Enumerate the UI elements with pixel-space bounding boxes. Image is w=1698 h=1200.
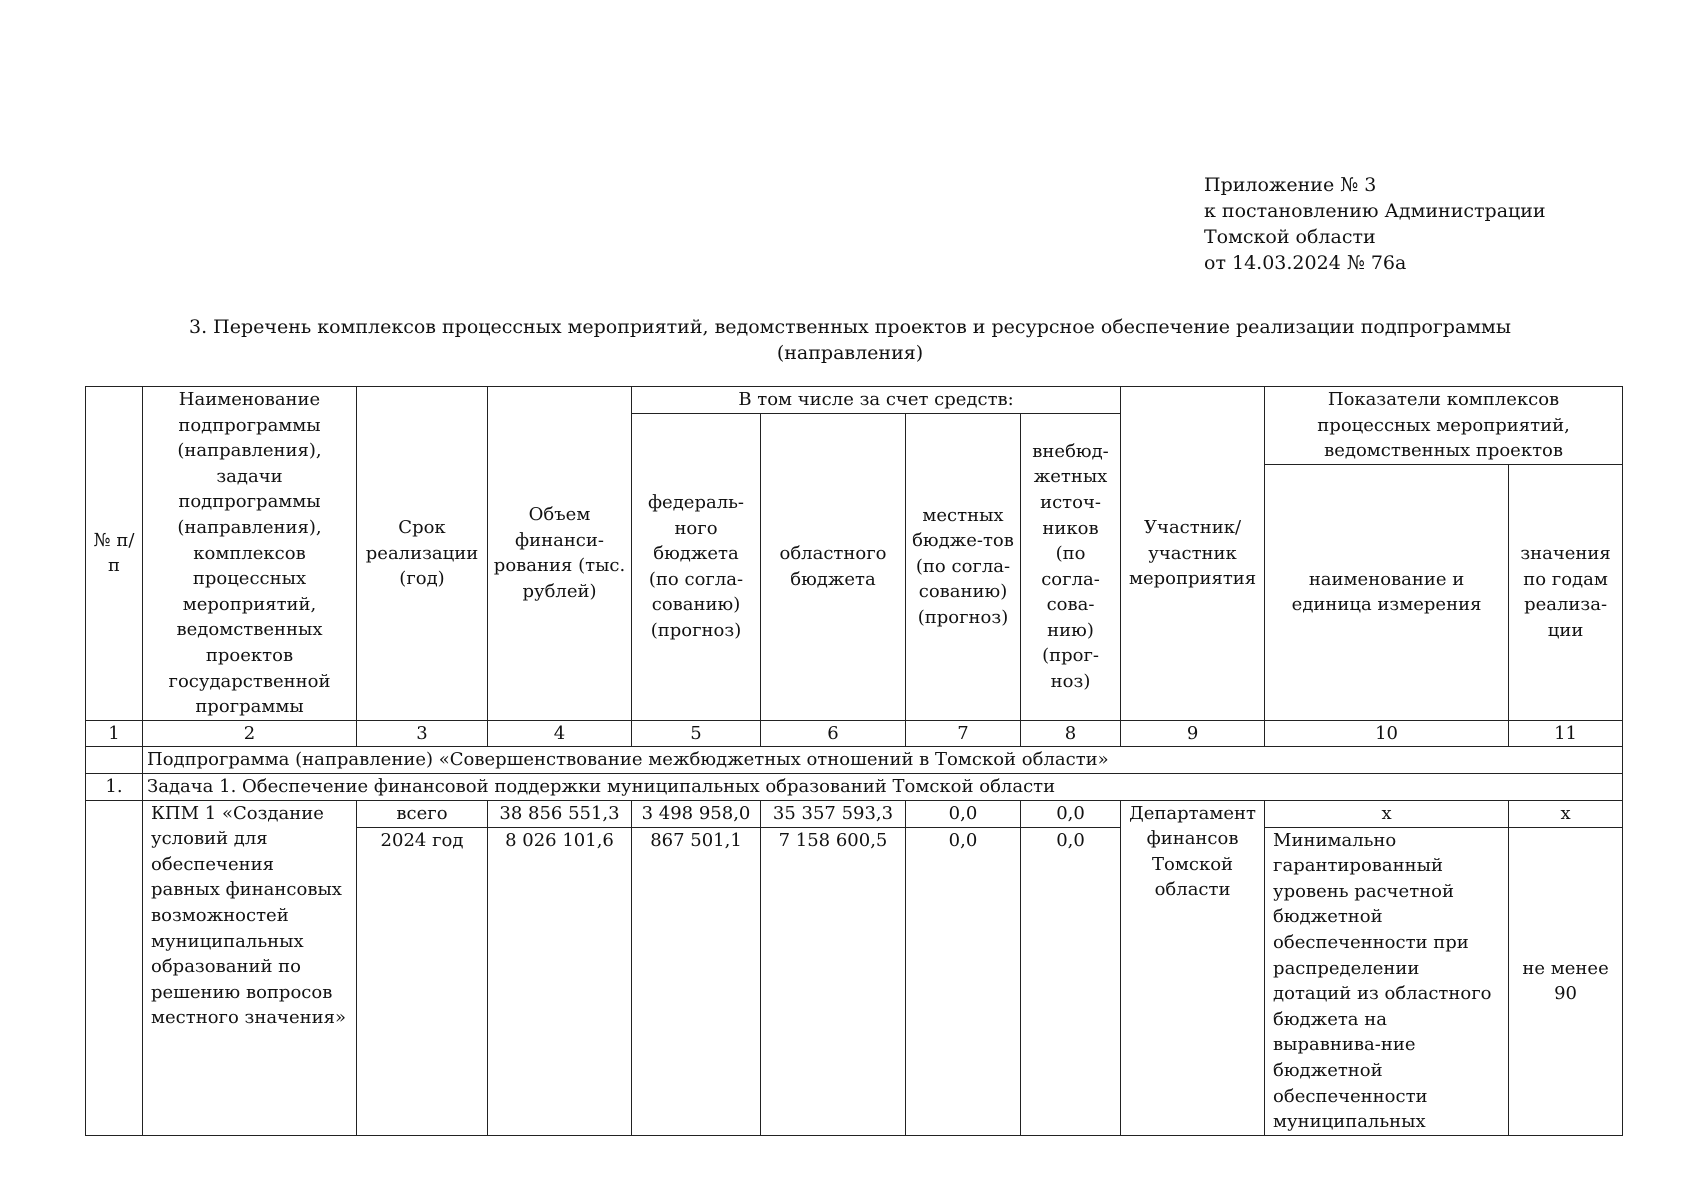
header-local: местных бюдже-тов (по согла-сованию) (прогноз) [906, 413, 1021, 720]
task-title: Задача 1. Обеспечение финансовой поддержки муниципальных образований Томской области [143, 773, 1623, 800]
column-number: 10 [1265, 720, 1509, 747]
column-number: 5 [632, 720, 761, 747]
title-line: (направления) [776, 342, 924, 364]
header-row [86, 387, 1623, 414]
kpm-term: всего [357, 800, 488, 827]
kpm-federal: 3 498 958,0 [632, 800, 761, 827]
column-number: 2 [143, 720, 357, 747]
column-number: 1 [86, 720, 143, 747]
subprogram-title: Подпрограмма (направление) «Совершенствование межбюджетных отношений в Томской области» [143, 747, 1623, 774]
kpm-volume: 38 856 551,3 [488, 800, 632, 827]
column-number: 9 [1121, 720, 1265, 747]
header-volume: Объем финанси-рования (тыс. рублей) [488, 387, 632, 721]
appendix-line: к постановлению Администрации [1204, 200, 1546, 222]
kpm-extrabudget: 0,0 [1021, 827, 1121, 1135]
header-participant: Участник/ участник мероприятия [1121, 387, 1265, 721]
column-number: 4 [488, 720, 632, 747]
header-indicator-values: значения по годам реализа-ции [1509, 464, 1623, 720]
subprogram-num-cell [86, 747, 143, 774]
column-number: 8 [1021, 720, 1121, 747]
kpm-local: 0,0 [906, 827, 1021, 1135]
kpm-num-cell [86, 800, 143, 1135]
kpm-volume: 8 026 101,6 [488, 827, 632, 1135]
header-name: Наименование подпрограммы (направления), задачи подпрограммы (направления), комплексов процессных мероприятий, ведомственных проектов государственной программы [143, 387, 357, 721]
header-sources-group: В том числе за счет средств: [632, 387, 1121, 414]
kpm-indicator-name: х [1265, 800, 1509, 827]
document-title [130, 314, 1570, 366]
kpm-term: 2024 год [357, 827, 488, 1135]
title-line: 3. Перечень комплексов процессных мероприятий, ведомственных проектов и ресурсное обеспечение реализации подпрограммы [189, 316, 1511, 338]
header-regional: областного бюджета [761, 413, 906, 720]
header-num: № п/п [86, 387, 143, 721]
header-term: Срок реализации (год) [357, 387, 488, 721]
subprogram-row [86, 747, 1623, 774]
header-indicator-name: наименование и единица измерения [1265, 464, 1509, 720]
appendix-line: Томской области [1204, 226, 1376, 248]
task-row [86, 773, 1623, 800]
column-number: 3 [357, 720, 488, 747]
kpm-name: КПМ 1 «Создание условий для обеспечения равных финансовых возможностей муниципальных образований по решению вопросов местного значения» [143, 800, 357, 1135]
header-extrabudget: внебюд-жетных источ-ников (по согла-сова-нию) (прог-ноз) [1021, 413, 1121, 720]
column-number: 6 [761, 720, 906, 747]
header-indicators-group: Показатели комплексов процессных мероприятий, ведомственных проектов [1265, 387, 1623, 465]
kpm-local: 0,0 [906, 800, 1021, 827]
appendix-line: от 14.03.2024 № 76а [1204, 252, 1407, 274]
kpm-regional: 7 158 600,5 [761, 827, 906, 1135]
appendix-block [1204, 172, 1546, 276]
column-number: 11 [1509, 720, 1623, 747]
kpm-indicator-value: не менее 90 [1509, 827, 1623, 1135]
program-table [85, 386, 1623, 1136]
kpm-indicator-value: х [1509, 800, 1623, 827]
kpm-indicator-name: Минимально гарантированный уровень расчетной бюджетной обеспеченности при распределении дотаций из областного бюджета на выравнива-ние бюджетной обеспеченности муниципальных [1265, 827, 1509, 1135]
kpm-extrabudget: 0,0 [1021, 800, 1121, 827]
column-number: 7 [906, 720, 1021, 747]
task-number: 1. [86, 773, 143, 800]
kpm-participant: Департамент финансов Томской области [1121, 800, 1265, 1135]
kpm-regional: 35 357 593,3 [761, 800, 906, 827]
appendix-line: Приложение № 3 [1204, 174, 1377, 196]
header-federal: федераль-ного бюджета (по согла-сованию) (прогноз) [632, 413, 761, 720]
kpm-federal: 867 501,1 [632, 827, 761, 1135]
column-numbers-row [86, 720, 1623, 747]
kpm-total-row [86, 800, 1623, 827]
